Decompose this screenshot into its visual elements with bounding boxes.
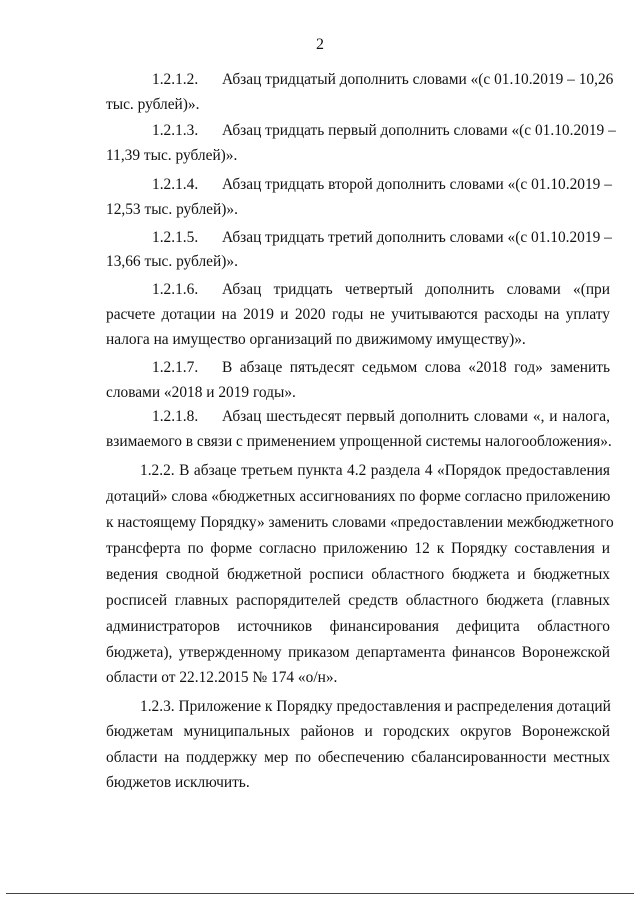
paragraph-line: 1.2.2. В абзаце третьем пункта 4.2 раздела 4 «Порядок предоставления: [140, 462, 610, 479]
item-first-line: Абзац тридцать второй дополнить словами «(с 01.10.2019 –: [222, 176, 612, 193]
paragraph-line: трансферта по форме согласно приложению 12 к Порядку составления и: [106, 540, 610, 557]
item-number: 1.2.1.6.: [152, 281, 199, 298]
paragraph-line: области на поддержку мер по обеспечению сбалансированности местных: [106, 749, 610, 766]
item-first-line: Абзац тридцать первый дополнить словами «(с 01.10.2019 –: [222, 122, 616, 139]
paragraph-line: дотаций» слова «бюджетных ассигнованиях по форме согласно приложению: [106, 488, 611, 505]
page-bottom-edge: [6, 893, 634, 894]
item-line: налога на имущество организаций по движимому имуществу)».: [106, 331, 526, 348]
paragraph-line: ведения сводной бюджетной росписи областного бюджета и бюджетных: [106, 566, 610, 583]
page-number: 2: [316, 36, 324, 53]
item-first-line: Абзац тридцать третий дополнить словами «(с 01.10.2019 –: [222, 229, 612, 246]
item-number: 1.2.1.7.: [152, 359, 199, 376]
paragraph-line: бюджетов исключить.: [106, 774, 250, 791]
paragraph-line: бюджета), утвержденному приказом департамента финансов Воронежской: [106, 644, 610, 661]
item-first-line: В абзаце пятьдесят седьмом слова «2018 год» заменить: [222, 359, 610, 376]
item-line: словами «2018 и 2019 годы».: [106, 384, 296, 401]
item-number: 1.2.1.4.: [152, 176, 199, 193]
item-number: 1.2.1.2.: [152, 71, 199, 88]
item-number: 1.2.1.5.: [152, 229, 199, 246]
item-first-line: Абзац шестьдесят первый дополнить словами «, и налога,: [222, 408, 610, 425]
item-line: тыс. рублей)».: [106, 96, 200, 113]
item-line: взимаемого в связи с применением упрощенной системы налогообложения».: [106, 433, 612, 450]
paragraph-line: администраторов источников финансирования дефицита областного: [106, 618, 610, 635]
item-line: 11,39 тыс. рублей)».: [106, 147, 238, 164]
item-first-line: Абзац тридцатый дополнить словами «(с 01.10.2019 – 10,26: [222, 71, 614, 88]
item-first-line: Абзац тридцать четвертый дополнить словами «(при: [222, 281, 610, 298]
item-line: 12,53 тыс. рублей)».: [106, 201, 238, 218]
paragraph-line: 1.2.3. Приложение к Порядку предоставления и распределения дотаций: [140, 698, 611, 715]
paragraph-line: к настоящему Порядку» заменить словами «предоставлении межбюджетного: [106, 514, 614, 531]
item-line: расчете дотации на 2019 и 2020 годы не учитываются расходы на уплату: [106, 306, 610, 323]
item-number: 1.2.1.3.: [152, 122, 199, 139]
paragraph-line: бюджетам муниципальных районов и городских округов Воронежской: [106, 723, 610, 740]
paragraph-line: росписей главных распорядителей средств областного бюджета (главных: [106, 592, 610, 609]
item-line: 13,66 тыс. рублей)».: [106, 253, 238, 270]
item-number: 1.2.1.8.: [152, 408, 199, 425]
paragraph-line: области от 22.12.2015 № 174 «о/н».: [106, 669, 338, 686]
